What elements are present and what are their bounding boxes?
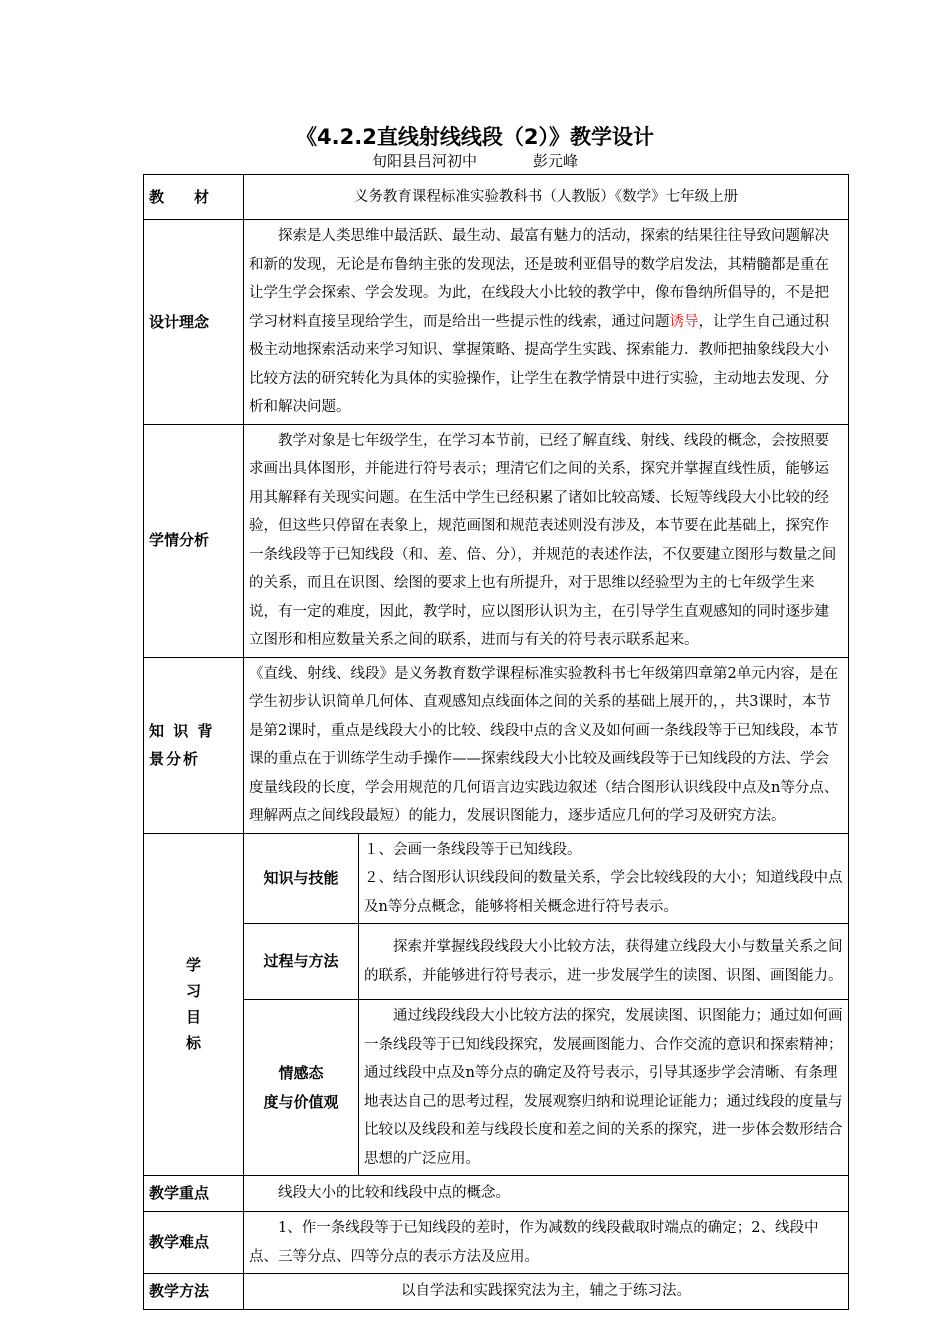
objectives-label [144,833,244,1176]
knowledge-item-2: ２、结合图形认识线段间的数量关系，学会比较线段的大小；知道线段中点及n等分点概念，能够将相关概念进行符号表示。 [364,870,843,915]
objectives-label-char: 标 [185,1034,201,1053]
process-methods-content: 探索并掌握线段线段大小比较方法，获得建立线段大小与数量关系之间的联系，并能够进行符号表示，进一步发展学生的读图、识图、画图能力。 [359,924,849,1000]
row-student-analysis [144,424,849,657]
key-point-label: 教学重点 [144,1176,244,1212]
knowledge-skills-content [359,833,849,924]
emotion-label-line-2: 度与价值观 [263,1092,339,1111]
row-difficulty [144,1212,849,1274]
row-objective-process [144,924,849,1000]
method-label: 教学方法 [144,1274,244,1310]
author-name: 彭元峰 [533,152,579,170]
student-analysis-label: 学情分析 [144,424,244,657]
row-key-point [144,1176,849,1212]
row-textbook [144,175,849,220]
design-concept-content [244,220,849,425]
objectives-label-char: 学 [185,956,201,975]
row-objective-emotion [144,1000,849,1176]
row-method [144,1274,849,1310]
row-design-concept [144,220,849,425]
school-name: 旬阳县吕河初中 [371,152,477,170]
lesson-plan-table [143,174,849,1310]
background-analysis-content: 《直线、射线、线段》是义务教育数学课程标准实验教科书七年级第四章第2单元内容，是在学生初步认识简单几何体、直观感知点线面体之间的关系的基础上展开的，，共3课时，本节是第2课时，重点是线段大小的比较、线段中点的含义及如何画一条线段等于已知线段，本节课的重点在于训练学生动手操作——探索线段大小比较及画线段等于已知线段的方法、学会度量线段的长度，学会用规范的几何语言边实践边叙述（结合图形认识线段中点及n等分点、理解两点之间线段最短）的能力，发展识图能力，逐步适应几何的学习及研究方法。 [244,657,849,833]
design-concept-label: 设计理念 [144,220,244,425]
objectives-label-char: 习 [185,982,201,1001]
document-title: 《4.2.2直线射线线段（2）》教学设计 [296,125,654,149]
difficulty-content: 1、作一条线段等于已知线段的差时，作为减数的线段截取时端点的确定；2、线段中点、三等分点、四等分点的表示方法及应用。 [244,1212,849,1274]
design-text-highlight: 诱导 [669,313,699,330]
emotion-label-line-1: 情感态 [278,1064,324,1082]
emotion-values-content: 通过线段线段大小比较方法的探究，发展读图、识图能力；通过如何画一条线段等于已知线段探究，发展画图能力、合作交流的意识和探索精神；通过线段中点及n等分点的确定及符号表示，引导其逐步学会清晰、有条理地表达自己的思考过程，发展观察归纳和说理论证能力；通过线段的度量与比较以及线段和差与线段长度和差之间的关系的探究，进一步体会数形结合思想的广泛应用。 [359,1000,849,1176]
key-point-content: 线段大小的比较和线段中点的概念。 [244,1176,849,1212]
process-methods-label: 过程与方法 [244,924,359,1000]
knowledge-item-1: １、会画一条线段等于已知线段。 [364,841,582,858]
textbook-content: 义务教育课程标准实验教科书（人教版）《数学》七年级上册 [244,175,849,220]
row-objective-knowledge [144,833,849,924]
difficulty-label: 教学难点 [144,1212,244,1274]
design-text-after: ，让学生自己通过积极主动地探索活动来学习知识、掌握策略、提高学生实践、探索能力．教师把抽象线段大小比较方法的研究转化为具体的实验操作，让学生在教学情景中进行实验，主动地去发现、分析和解决问题。 [249,313,829,415]
author-line [0,151,950,171]
student-analysis-content: 教学对象是七年级学生，在学习本节前，已经了解直线、射线、线段的概念，会按照要求画出具体图形，并能进行符号表示；理清它们之间的关系，探究并掌握直线性质，能够运用其解释有关现实问题。在生活中学生已经积累了诸如比较高矮、长短等线段大小比较的经验，但这些只停留在表象上，规范画图和规范表述则没有涉及，本节要在此基础上，探究作一条线段等于已知线段（和、差、倍、分），并规范的表述作法，不仅要建立图形与数量之间的关系，而且在识图、绘图的要求上也有所提升，对于思维以经验型为主的七年级学生来说，有一定的难度，因此，教学时，应以图形认识为主，在引导学生直观感知的同时逐步建立图形和相应数量关系之间的联系，进而与有关的符号表示联系起来。 [244,424,849,657]
emotion-values-label [244,1000,359,1176]
textbook-label: 教 材 [144,175,244,220]
method-content: 以自学法和实践探究法为主，辅之于练习法。 [244,1274,849,1310]
objectives-label-char: 目 [185,1008,201,1027]
row-background-analysis [144,657,849,833]
knowledge-skills-label: 知识与技能 [244,833,359,924]
background-analysis-label: 知 识 背 景分析 [144,657,244,833]
design-text-before: 探索是人类思维中最活跃、最生动、最富有魅力的活动，探索的结果往往导致问题解决和新的发现，无论是布鲁纳主张的发现法，还是玻利亚倡导的数学启发法，其精髓都是重在让学生学会探索、学会发现。为此，在线段大小比较的教学中，像布鲁纳所倡导的，不是把学习材料直接呈现给学生，而是给出一些提示性的线索，通过问题 [249,228,829,330]
